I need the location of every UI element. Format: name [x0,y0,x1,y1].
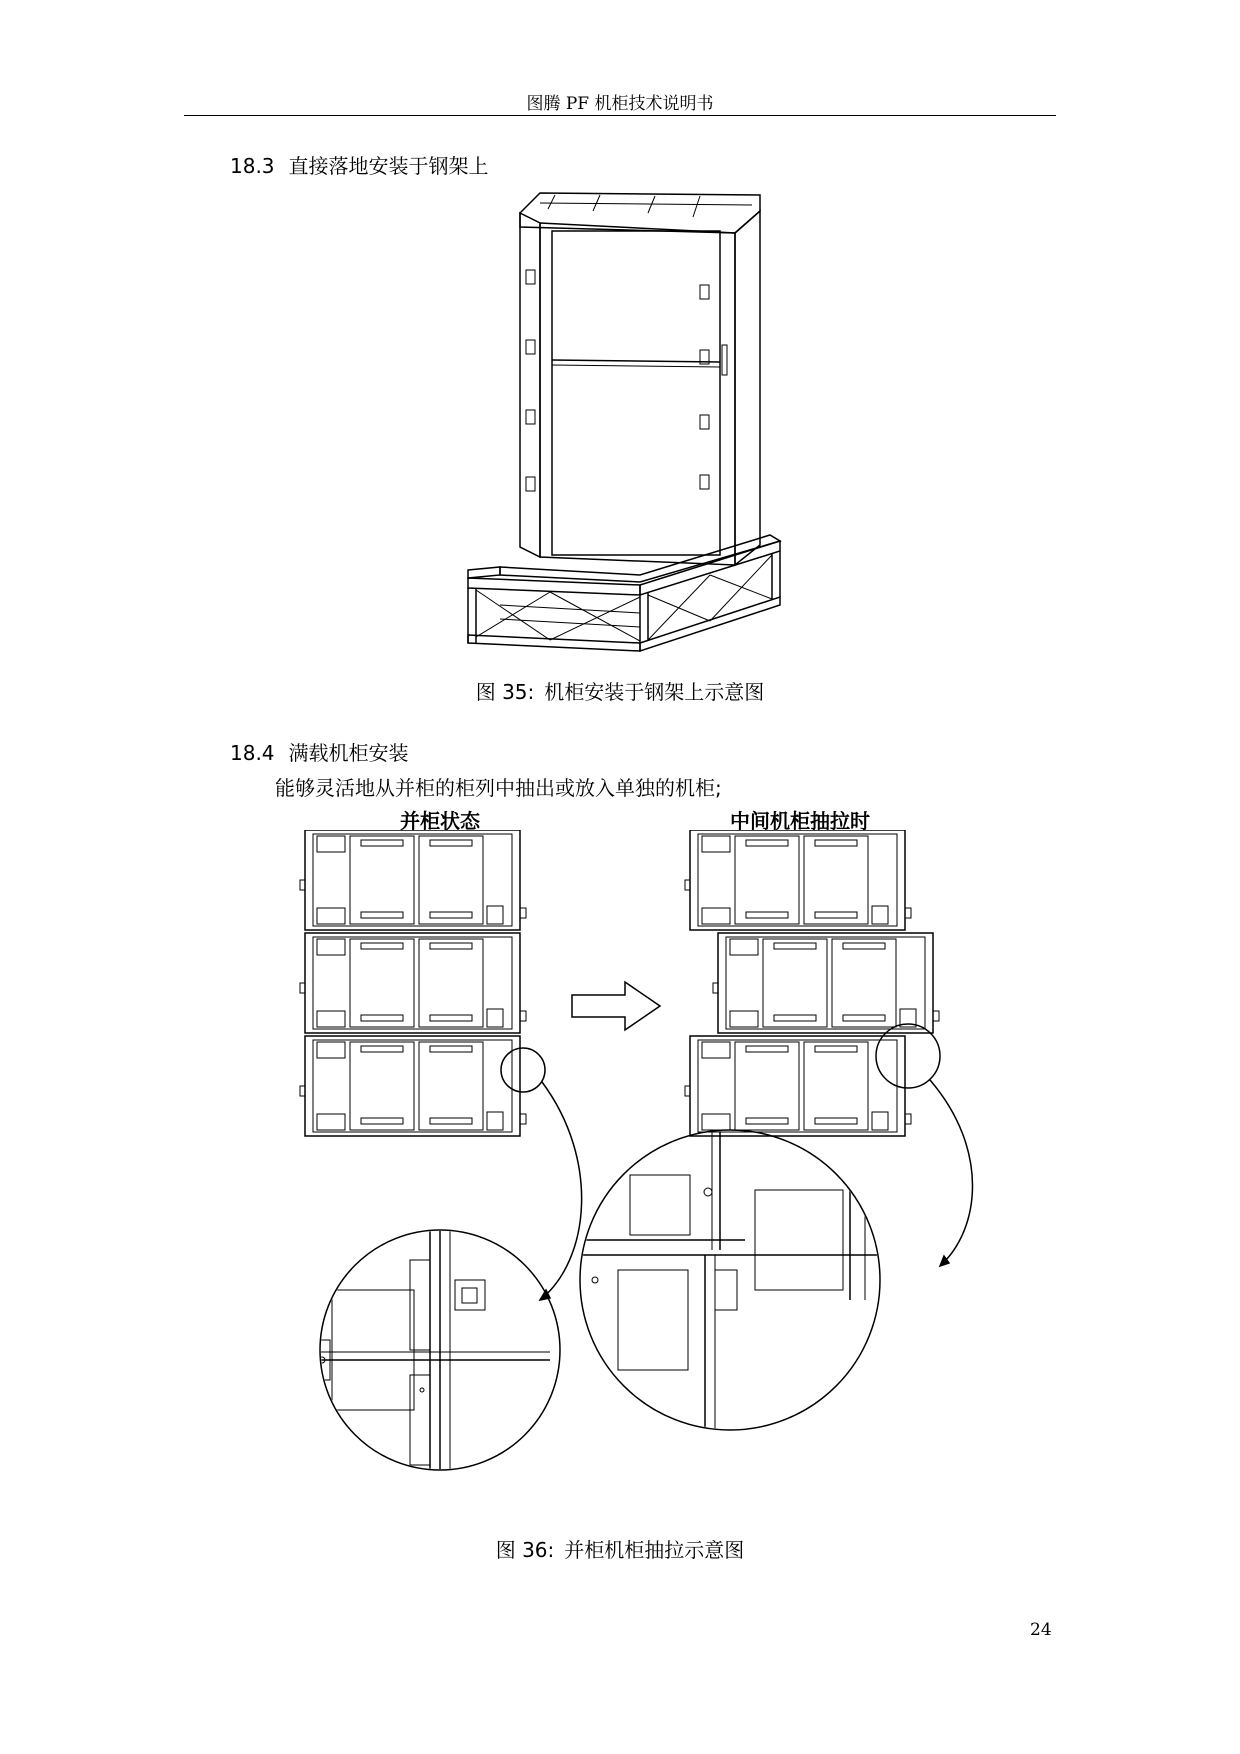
page-number: 24 [1030,1620,1052,1640]
section-18-3-heading [230,150,489,179]
section-number: 18.3 [230,154,275,178]
section-number: 18.4 [230,741,275,765]
left-column-label: 并柜状态 [400,809,480,833]
left-stack [300,830,526,1136]
figure-36-label: 图 36: [495,1538,555,1562]
figure-36-drawing [290,830,990,1530]
figure-35-caption [0,676,1240,705]
figure-36-caption [0,1534,1240,1563]
right-column-label: 中间机柜抽拉时 [730,809,870,833]
section-18-4-heading [230,737,409,766]
detail-circle-right [570,1120,890,1450]
section-18-4-description: 能够灵活地从并柜的柜列中抽出或放入单独的机柜; [275,776,722,800]
header-rule [184,115,1056,116]
right-stack [685,830,939,1136]
section-title: 直接落地安装于钢架上 [288,154,489,178]
detail-circle-left [300,1230,560,1480]
section-title: 满载机柜安装 [288,741,409,765]
figure-35-drawing [460,185,830,675]
page-header-title: 图腾 PF 机柜技术说明书 [526,94,714,114]
arrow-right-icon [572,982,660,1030]
figure-35-text: 机柜安装于钢架上示意图 [544,680,765,704]
figure-35-label: 图 35: [475,680,535,704]
figure-36-text: 并柜机柜抽拉示意图 [564,1538,745,1562]
